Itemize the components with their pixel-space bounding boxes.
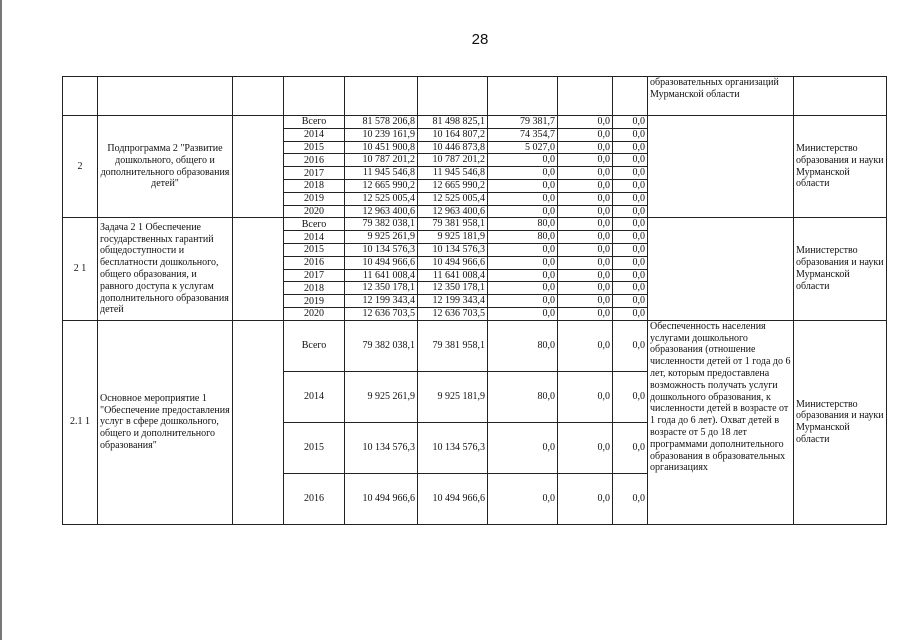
regional-amount: 9 925 181,9 bbox=[418, 371, 488, 422]
empty-cell bbox=[233, 218, 284, 320]
federal-amount: 0,0 bbox=[488, 192, 558, 205]
indicator-cell: образовательных организаций Мурманской области bbox=[648, 77, 794, 116]
total-amount: 10 787 201,2 bbox=[345, 154, 418, 167]
total-amount: 12 199 343,4 bbox=[345, 295, 418, 308]
page-number: 28 bbox=[471, 31, 489, 48]
local-amount: 0,0 bbox=[558, 269, 613, 282]
federal-amount: 79 381,7 bbox=[488, 116, 558, 129]
federal-amount: 74 354,7 bbox=[488, 128, 558, 141]
federal-amount: 0,0 bbox=[488, 256, 558, 269]
local-amount: 0,0 bbox=[558, 243, 613, 256]
regional-amount: 79 381 958,1 bbox=[418, 218, 488, 231]
other-amount: 0,0 bbox=[613, 116, 648, 129]
regional-amount: 10 134 576,3 bbox=[418, 422, 488, 473]
indicator-cell: Обеспеченность населения услугами дошкольного образования (отношение численности детей от 1 года до 6 лет, которым предоставлена возможность получать услуги дошкольного образования, к численности детей в возрасте от 1 года до 6 лет). Охват детей в возрасте от 5 до 18 лет программами дополнительного образования в образовательных организациях bbox=[648, 320, 794, 524]
other-amount: 0,0 bbox=[613, 320, 648, 371]
year-cell: 2019 bbox=[284, 192, 345, 205]
regional-amount: 10 446 873,8 bbox=[418, 141, 488, 154]
local-amount: 0,0 bbox=[558, 256, 613, 269]
other-amount: 0,0 bbox=[613, 154, 648, 167]
local-amount: 0,0 bbox=[558, 282, 613, 295]
empty-cell bbox=[233, 320, 284, 524]
total-amount: 12 636 703,5 bbox=[345, 307, 418, 320]
total-amount: 79 382 038,1 bbox=[345, 218, 418, 231]
regional-amount: 10 787 201,2 bbox=[418, 154, 488, 167]
year-cell: 2016 bbox=[284, 256, 345, 269]
year-cell: 2016 bbox=[284, 473, 345, 524]
budget-table bbox=[62, 76, 887, 525]
total-amount: 79 382 038,1 bbox=[345, 320, 418, 371]
total-amount: 10 134 576,3 bbox=[345, 243, 418, 256]
regional-amount: 12 350 178,1 bbox=[418, 282, 488, 295]
federal-amount: 5 027,0 bbox=[488, 141, 558, 154]
empty-cell bbox=[233, 116, 284, 218]
other-amount: 0,0 bbox=[613, 473, 648, 524]
other-amount: 0,0 bbox=[613, 269, 648, 282]
activity-name: Подпрограмма 2 "Развитие дошкольного, общего и дополнительного образования детей" bbox=[98, 116, 233, 218]
page-left-edge bbox=[0, 0, 2, 640]
regional-amount: 11 945 546,8 bbox=[418, 167, 488, 180]
federal-amount: 0,0 bbox=[488, 295, 558, 308]
indicator-cell bbox=[648, 116, 794, 218]
federal-amount: 0,0 bbox=[488, 179, 558, 192]
total-amount: 9 925 261,9 bbox=[345, 231, 418, 244]
row-number: 2 1 bbox=[63, 218, 98, 320]
local-amount: 0,0 bbox=[558, 154, 613, 167]
year-cell: Всего bbox=[284, 218, 345, 231]
other-amount: 0,0 bbox=[613, 307, 648, 320]
regional-amount: 12 636 703,5 bbox=[418, 307, 488, 320]
federal-amount: 80,0 bbox=[488, 371, 558, 422]
year-cell: 2018 bbox=[284, 179, 345, 192]
regional-amount: 11 641 008,4 bbox=[418, 269, 488, 282]
table-row bbox=[63, 116, 887, 129]
total-amount: 10 494 966,6 bbox=[345, 473, 418, 524]
federal-amount: 80,0 bbox=[488, 320, 558, 371]
year-cell: Всего bbox=[284, 116, 345, 129]
regional-amount: 12 665 990,2 bbox=[418, 179, 488, 192]
other-amount: 0,0 bbox=[613, 243, 648, 256]
regional-amount: 79 381 958,1 bbox=[418, 320, 488, 371]
row-number: 2.1 1 bbox=[63, 320, 98, 524]
table-row bbox=[63, 218, 887, 231]
local-amount: 0,0 bbox=[558, 473, 613, 524]
regional-amount: 10 494 966,6 bbox=[418, 256, 488, 269]
regional-amount: 10 134 576,3 bbox=[418, 243, 488, 256]
local-amount: 0,0 bbox=[558, 141, 613, 154]
year-cell: 2020 bbox=[284, 205, 345, 218]
year-cell: 2014 bbox=[284, 371, 345, 422]
total-amount: 12 665 990,2 bbox=[345, 179, 418, 192]
local-amount: 0,0 bbox=[558, 205, 613, 218]
federal-amount: 0,0 bbox=[488, 154, 558, 167]
federal-amount: 0,0 bbox=[488, 473, 558, 524]
row-number: 2 bbox=[63, 116, 98, 218]
activity-name: Основное мероприятие 1 "Обеспечение предоставления услуг в сфере дошкольного, общего и дополнительного образования" bbox=[98, 320, 233, 524]
total-amount: 10 451 900,8 bbox=[345, 141, 418, 154]
local-amount: 0,0 bbox=[558, 231, 613, 244]
year-cell: 2015 bbox=[284, 243, 345, 256]
executor-cell: Министерство образования и науки Мурманской области bbox=[794, 116, 887, 218]
other-amount: 0,0 bbox=[613, 295, 648, 308]
federal-amount: 0,0 bbox=[488, 167, 558, 180]
activity-name: Задача 2 1 Обеспечение государственных гарантий общедоступности и бесплатности дошкольного, общего образования, и равного доступа к услугам дополнительного образования детей bbox=[98, 218, 233, 320]
local-amount: 0,0 bbox=[558, 307, 613, 320]
local-amount: 0,0 bbox=[558, 192, 613, 205]
regional-amount: 81 498 825,1 bbox=[418, 116, 488, 129]
local-amount: 0,0 bbox=[558, 295, 613, 308]
executor-cell: Министерство образования и науки Мурманской области bbox=[794, 320, 887, 524]
year-cell: 2020 bbox=[284, 307, 345, 320]
year-cell: 2017 bbox=[284, 269, 345, 282]
total-amount: 81 578 206,8 bbox=[345, 116, 418, 129]
total-amount: 9 925 261,9 bbox=[345, 371, 418, 422]
federal-amount: 0,0 bbox=[488, 269, 558, 282]
year-cell: 2016 bbox=[284, 154, 345, 167]
indicator-cell bbox=[648, 218, 794, 320]
regional-amount: 12 199 343,4 bbox=[418, 295, 488, 308]
other-amount: 0,0 bbox=[613, 179, 648, 192]
year-cell: 2015 bbox=[284, 422, 345, 473]
regional-amount: 12 963 400,6 bbox=[418, 205, 488, 218]
other-amount: 0,0 bbox=[613, 192, 648, 205]
total-amount: 11 945 546,8 bbox=[345, 167, 418, 180]
total-amount: 12 350 178,1 bbox=[345, 282, 418, 295]
federal-amount: 0,0 bbox=[488, 307, 558, 320]
local-amount: 0,0 bbox=[558, 167, 613, 180]
table-row bbox=[63, 77, 887, 116]
regional-amount: 12 525 005,4 bbox=[418, 192, 488, 205]
local-amount: 0,0 bbox=[558, 179, 613, 192]
local-amount: 0,0 bbox=[558, 128, 613, 141]
local-amount: 0,0 bbox=[558, 371, 613, 422]
federal-amount: 80,0 bbox=[488, 231, 558, 244]
federal-amount: 0,0 bbox=[488, 422, 558, 473]
other-amount: 0,0 bbox=[613, 422, 648, 473]
regional-amount: 10 494 966,6 bbox=[418, 473, 488, 524]
local-amount: 0,0 bbox=[558, 422, 613, 473]
total-amount: 12 525 005,4 bbox=[345, 192, 418, 205]
year-cell: 2014 bbox=[284, 128, 345, 141]
local-amount: 0,0 bbox=[558, 116, 613, 129]
total-amount: 10 134 576,3 bbox=[345, 422, 418, 473]
year-cell: 2015 bbox=[284, 141, 345, 154]
other-amount: 0,0 bbox=[613, 231, 648, 244]
other-amount: 0,0 bbox=[613, 282, 648, 295]
year-cell: 2014 bbox=[284, 231, 345, 244]
year-cell: Всего bbox=[284, 320, 345, 371]
year-cell: 2017 bbox=[284, 167, 345, 180]
regional-amount: 10 164 807,2 bbox=[418, 128, 488, 141]
other-amount: 0,0 bbox=[613, 128, 648, 141]
other-amount: 0,0 bbox=[613, 205, 648, 218]
other-amount: 0,0 bbox=[613, 167, 648, 180]
year-cell: 2019 bbox=[284, 295, 345, 308]
local-amount: 0,0 bbox=[558, 320, 613, 371]
other-amount: 0,0 bbox=[613, 256, 648, 269]
regional-amount: 9 925 181,9 bbox=[418, 231, 488, 244]
federal-amount: 0,0 bbox=[488, 243, 558, 256]
total-amount: 10 494 966,6 bbox=[345, 256, 418, 269]
total-amount: 10 239 161,9 bbox=[345, 128, 418, 141]
federal-amount: 0,0 bbox=[488, 282, 558, 295]
total-amount: 12 963 400,6 bbox=[345, 205, 418, 218]
year-cell: 2018 bbox=[284, 282, 345, 295]
other-amount: 0,0 bbox=[613, 218, 648, 231]
table-row bbox=[63, 320, 887, 371]
total-amount: 11 641 008,4 bbox=[345, 269, 418, 282]
other-amount: 0,0 bbox=[613, 371, 648, 422]
local-amount: 0,0 bbox=[558, 218, 613, 231]
federal-amount: 80,0 bbox=[488, 218, 558, 231]
federal-amount: 0,0 bbox=[488, 205, 558, 218]
executor-cell: Министерство образования и науки Мурманской области bbox=[794, 218, 887, 320]
other-amount: 0,0 bbox=[613, 141, 648, 154]
